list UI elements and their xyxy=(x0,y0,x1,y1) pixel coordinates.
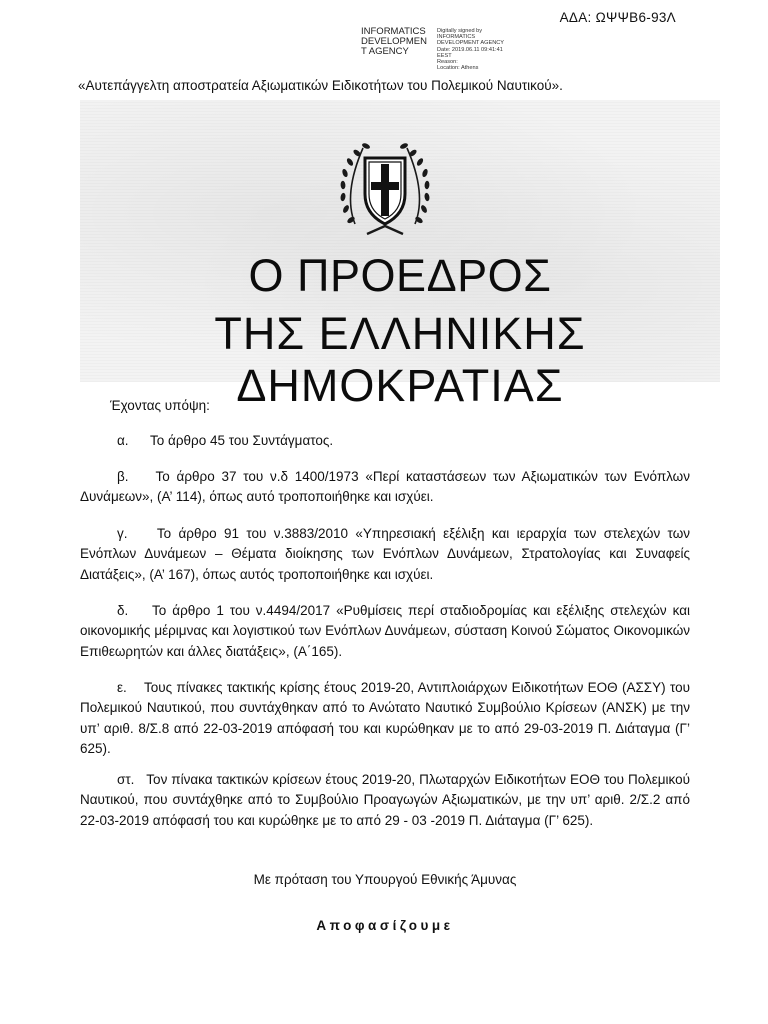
digital-signature-details xyxy=(437,28,504,71)
digital-signature-name: INFORMATICS DEVELOPMEN T AGENCY xyxy=(361,26,427,57)
proposal-line: Με πρόταση του Υπουργού Εθνικής Άμυνας xyxy=(253,872,517,887)
item-label: δ. xyxy=(117,603,129,618)
item-label: στ. xyxy=(117,772,135,787)
item-text: Τον πίνακα τακτικών κρίσεων έτους 2019-20, Πλωταρχών Ειδικοτήτων ΕΟΘ του Πολεμικού Ναυτικού, που συντάχθηκε από το Συμβούλιο Προαγωγών Αξιωματικών, με την υπ’ αριθ. 2/Σ.2 από 22-03-2019 απόφασή του και κυρώθηκε με το από 29 - 03 -2019 Π. Διάταγμα (Γ’ 625). xyxy=(80,772,690,828)
item-label: ε. xyxy=(117,680,127,695)
signature-detail-line: EEST xyxy=(437,52,452,59)
item-label: α. xyxy=(117,433,129,448)
president-heading xyxy=(80,250,720,412)
list-item-b xyxy=(80,467,690,508)
list-item-f xyxy=(80,770,690,831)
item-text: Το άρθρο 1 του ν.4494/2017 «Ρυθμίσεις περί σταδιοδρομίας και εξέλιξης στελεχών και οικονομικής μέριμνας και λογιστικού των Ενόπλων Δυνάμεων, σύσταση Κοινού Σώματος Οικονομικών Επιθεωρητών και άλλες διατάξεις», (Α΄165). xyxy=(80,603,690,659)
signature-detail-line: INFORMATICS xyxy=(437,34,476,41)
list-item-c xyxy=(80,524,690,585)
signature-detail-line: Date: 2019.06.11 09:41:41 xyxy=(437,46,503,53)
intro-line: Έχοντας υπόψη: xyxy=(110,398,210,413)
heading-line-1: Ο ΠΡΟΕΔΡΟΣ xyxy=(248,250,552,301)
signature-detail-line: Reason: xyxy=(437,59,458,66)
list-item-a xyxy=(80,431,690,451)
heading-line-2: ΤΗΣ ΕΛΛΗΝΙΚΗΣ ΔΗΜΟΚΡΑΤΙΑΣ xyxy=(214,308,586,411)
list-item-d xyxy=(80,601,690,662)
item-label: β. xyxy=(117,469,129,484)
item-label: γ. xyxy=(117,526,128,541)
item-text: Το άρθρο 37 του ν.δ 1400/1973 «Περί καταστάσεων των Αξιωματικών των Ενόπλων Δυνάμεων», (Α’ 114), όπως αυτό τροποποιήθηκε και ισχύει. xyxy=(80,469,690,505)
greek-coat-of-arms-icon xyxy=(337,134,433,242)
item-text: Τους πίνακες τακτικής κρίσης έτους 2019-20, Αντιπλοιάρχων Ειδικοτήτων ΕΟΘ (ΑΣΣΥ) του Πολεμικού Ναυτικού, που συντάχθηκαν από το Ανώτατο Ναυτικό Συμβούλιο Κρίσεων (ΑΝΣΚ) με την υπ’ αριθ. 8/Σ.8 από 22-03-2019 απόφασή του και κυρώθηκαν με το από 29-03-2019 Π. Διάταγμα (Γ’ 625). xyxy=(80,680,690,756)
ada-code: ΑΔΑ: ΩΨΨΒ6-93Λ xyxy=(559,10,676,25)
signature-detail-line: Location: Athens xyxy=(437,65,479,72)
signature-detail-line: Digitally signed by xyxy=(437,28,483,34)
item-text: Το άρθρο 45 του Συντάγματος. xyxy=(150,433,334,448)
item-text: Το άρθρο 91 του ν.3883/2010 «Υπηρεσιακή εξέλιξη και ιεραρχία των στελεχών των Ενόπλων Δυνάμεων – Θέματα διοίκησης των Ενόπλων Δυνάμεων, Στρατολογίας και Συναφείς Διατάξεις», (Α’ 167), όπως αυτός τροποποιήθηκε και ισχύει. xyxy=(80,526,690,582)
list-item-e xyxy=(80,678,690,759)
document-subject: «Αυτεπάγγελτη αποστρατεία Αξιωματικών Ειδικοτήτων του Πολεμικού Ναυτικού». xyxy=(78,78,563,93)
decision-heading: Αποφασίζουμε xyxy=(316,918,454,933)
signature-detail-line: DEVELOPMENT AGENCY xyxy=(437,40,505,47)
